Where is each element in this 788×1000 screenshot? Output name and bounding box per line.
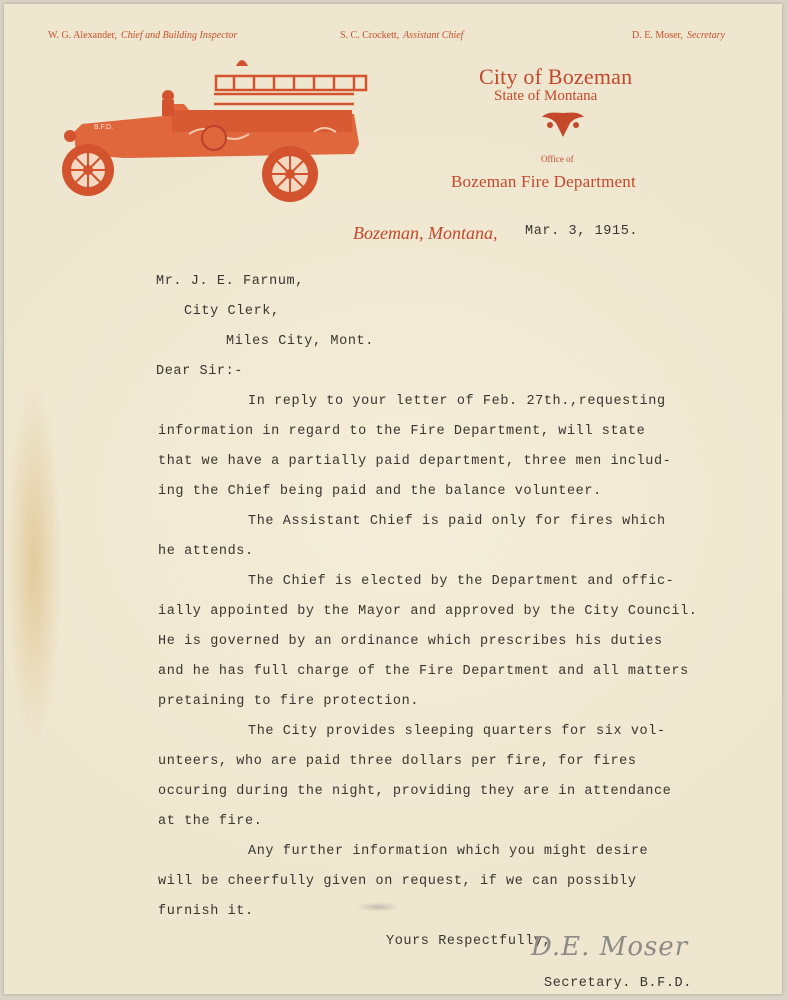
body-line: will be cheerfully given on request, if we can possibly: [158, 874, 637, 889]
recipient-name: Mr. J. E. Farnum,: [156, 274, 304, 289]
ornament-icon: [538, 109, 588, 139]
officer-secretary-role: Secretary: [686, 30, 725, 41]
body-line: ing the Chief being paid and the balance volunteer.: [158, 484, 602, 499]
body-line: The Chief is elected by the Department and offic-: [248, 574, 675, 589]
officer-chief-name: W. G. Alexander,: [48, 30, 117, 41]
officer-assistant-chief: [340, 30, 463, 41]
body-line: that we have a partially paid department, three men includ-: [158, 454, 672, 469]
letter-date: Mar. 3, 1915.: [525, 224, 639, 239]
body-line: Any further information which you might desire: [248, 844, 649, 859]
fire-truck-illustration: [54, 54, 374, 204]
letterhead-department: Bozeman Fire Department: [451, 172, 636, 191]
closing: Yours Respectfully,: [386, 934, 552, 949]
letterhead-state: State of Montana: [494, 88, 598, 104]
officer-chief: [48, 30, 237, 41]
body-line: The City provides sleeping quarters for six vol-: [248, 724, 666, 739]
officer-secretary: [632, 30, 725, 41]
body-line: pretaining to fire protection.: [158, 694, 420, 709]
letterhead-office-of: Office of: [541, 154, 574, 164]
body-line: He is governed by an ordinance which prescribes his duties: [158, 634, 663, 649]
body-line: and he has full charge of the Fire Department and all matters: [158, 664, 689, 679]
body-line: at the fire.: [158, 814, 263, 829]
salutation: Dear Sir:-: [156, 364, 244, 379]
signer-title: Secretary. B.F.D.: [544, 976, 692, 991]
recipient-city: Miles City, Mont.: [226, 334, 374, 349]
officer-assistant-name: S. C. Crockett,: [340, 30, 400, 41]
letter-sheet: [4, 4, 782, 994]
body-line: information in regard to the Fire Department, will state: [158, 424, 646, 439]
letterhead-city: City of Bozeman: [479, 64, 633, 89]
body-line: ially appointed by the Mayor and approved by the City Council.: [158, 604, 698, 619]
officer-chief-role: Chief and Building Inspector: [120, 30, 238, 41]
ink-smudge: [356, 902, 400, 912]
body-line: furnish it.: [158, 904, 254, 919]
truck-emblem: B.F.D.: [94, 124, 114, 131]
signature: D.E. Moser: [531, 932, 689, 962]
body-line: occuring during the night, providing they are in attendance: [158, 784, 672, 799]
officer-assistant-role: Assistant Chief: [403, 30, 464, 41]
body-line: unteers, who are paid three dollars per fire, for fires: [158, 754, 637, 769]
body-line: In reply to your letter of Feb. 27th.,requesting: [248, 394, 666, 409]
body-line: he attends.: [158, 544, 254, 559]
body-line: The Assistant Chief is paid only for fires which: [248, 514, 666, 529]
letter-place: Bozeman, Montana,: [353, 223, 498, 243]
recipient-title: City Clerk,: [184, 304, 280, 319]
officer-secretary-name: D. E. Moser,: [632, 30, 683, 41]
